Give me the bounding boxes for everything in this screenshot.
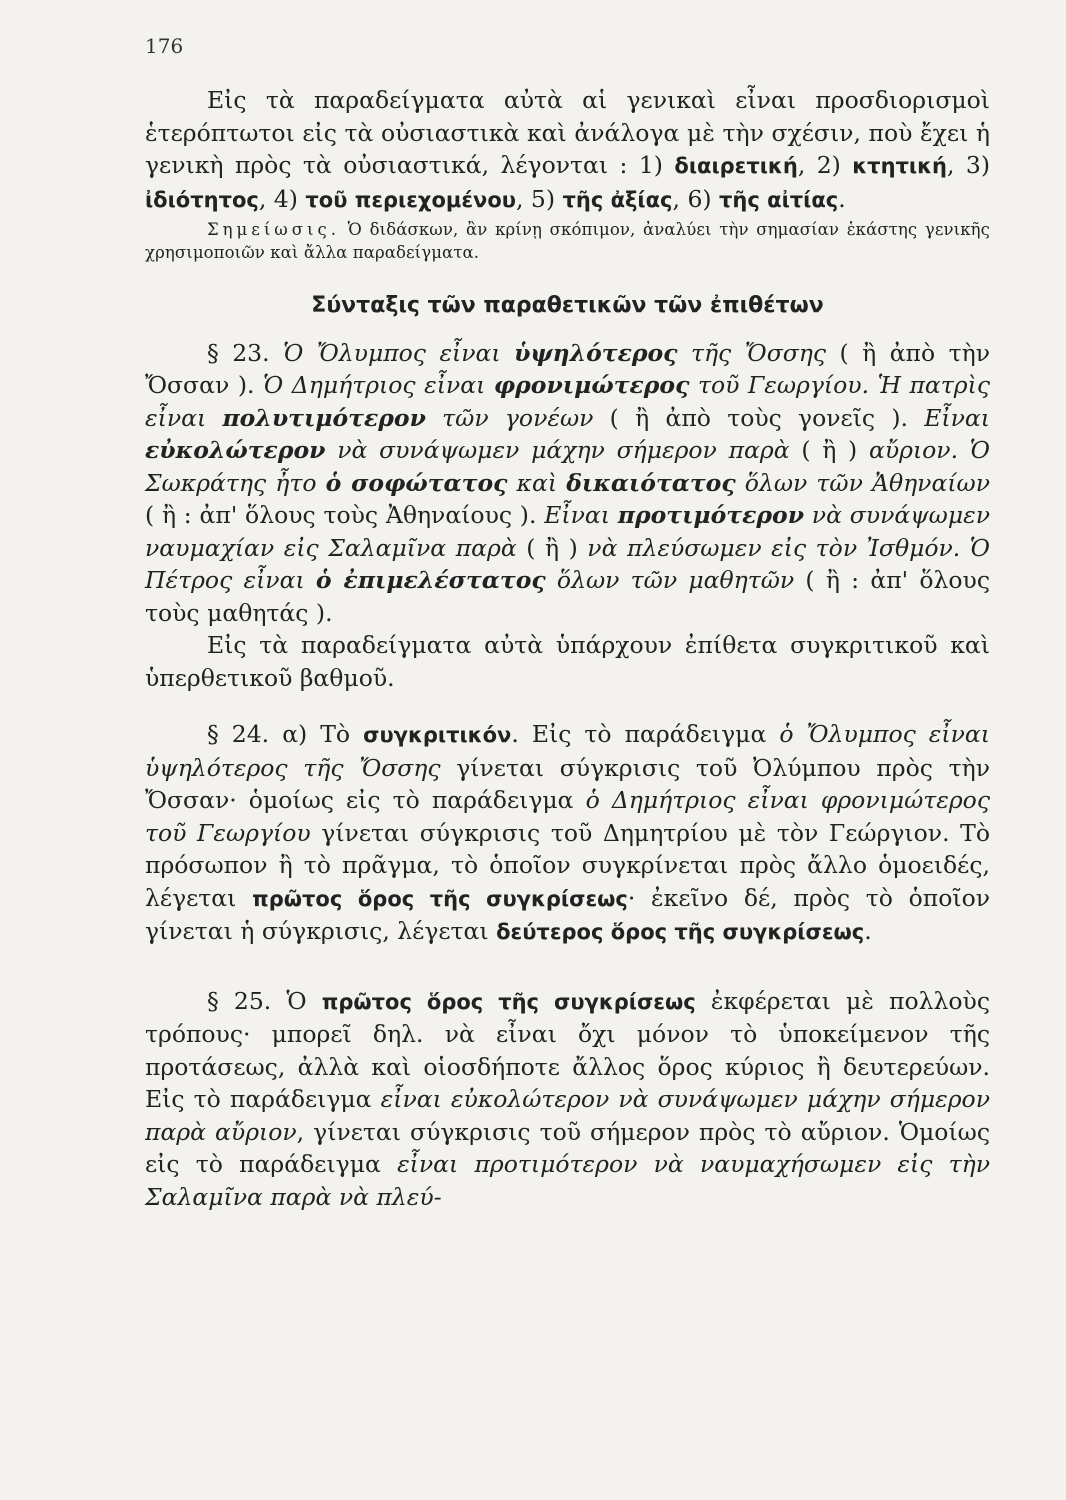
note-paragraph — [145, 218, 990, 264]
example-text: εἶναι εὐκολώτερον νὰ συνάψωμεν μάχην σήμερον παρὰ αὔριον — [145, 1085, 990, 1146]
example-text: νὰ συνάψωμεν ναυμαχίαν εἰς Σαλαμῖνα παρὰ — [145, 501, 990, 562]
emphasis: ὑψηλότερος — [514, 338, 678, 367]
text-run: , γίνεται σύγκρισις τοῦ σήμερον πρὸς τὸ αὔριον. Ὁμοίως εἰς τὸ παράδειγμα — [145, 1117, 990, 1178]
term-idiotitos: ἰδιότητος — [145, 187, 259, 212]
emphasis: δικαιότατος — [566, 468, 736, 497]
term-aitias: τῆς αἰτίας — [719, 187, 839, 212]
section-number: § 25. Ὁ — [207, 986, 322, 1015]
emphasis: πολυτιμότερον — [222, 403, 426, 432]
example-text: καὶ — [507, 468, 567, 497]
text-run: ἐκφέρεται μὲ πολλοὺς τρόπους· μπορεῖ δηλ. νὰ εἶναι ὄχι μόνον τὸ ὑποκείμενον τῆς προτάσεως, ἀλλὰ καὶ οἱοσδήποτε ἄλλος ὅρος κύριος ἢ δευτερεύων. Εἰς τὸ παράδειγμα — [145, 986, 990, 1113]
term-first-term: πρῶτος ὅρος τῆς συγκρίσεως — [321, 989, 696, 1014]
emphasis: ὁ ἐπιμελέστατος — [315, 566, 546, 594]
section-heading: Σύνταξις τῶν παραθετικῶν τῶν ἐπιθέτων — [311, 293, 824, 318]
example-text: Ὁ Δημήτριος εἶναι — [263, 371, 494, 399]
emphasis: φρονιμώτερος — [493, 371, 690, 399]
emphasis: εὐκολώτερον — [145, 436, 326, 464]
text-run: ( ἢ ) — [789, 436, 869, 464]
text-run: ( ἢ : ἀπ' ὅλους τοὺς μαθητάς ). — [145, 566, 990, 627]
example-text: τῶν γονέων — [425, 403, 594, 432]
text-run: , 3) — [946, 151, 990, 179]
text-run: γίνεται σύγκρισις τοῦ Ὀλύμπου πρὸς τὴν Ὄσσαν· ὁμοίως εἰς τὸ παράδειγμα — [145, 753, 990, 814]
emphasis: ὁ σοφώτατος — [325, 468, 508, 497]
text-run: . — [864, 917, 872, 945]
paragraph-genitive-types — [145, 84, 990, 216]
example-text: εἶναι προτιμότερον νὰ ναυμαχήσωμεν εἰς τὴν Σαλαμῖνα παρὰ νὰ πλεύ- — [145, 1150, 990, 1211]
text-run: ( ἢ : ἀπ' ὅλους τοὺς Ἀθηναίους ). — [145, 501, 545, 529]
section-23 — [145, 337, 990, 630]
text-run: ( ἢ ἀπὸ τοὺς γονεῖς ). — [593, 403, 925, 432]
example-text: ὁ Δημήτριος εἶναι φρονιμώτερος τοῦ Γεωργίου — [145, 786, 990, 847]
section-number: § 24. α) Τὸ — [207, 720, 364, 748]
term-diairetiki: διαιρετική — [674, 154, 798, 178]
term-ktitiki: κτητική — [852, 154, 947, 178]
example-text: Εἶναι — [544, 501, 618, 529]
section-24 — [145, 718, 990, 949]
example-text: Ὁ Ὄλυμπος εἶναι — [283, 338, 515, 367]
section-25 — [145, 985, 990, 1214]
example-text: τῆς Ὄσσης — [677, 338, 827, 367]
text-run: , 5) — [515, 184, 563, 213]
example-text: νὰ συνάψωμεν μάχην σήμερον παρὰ — [325, 436, 790, 464]
example-text: ὁ Ὄλυμπος εἶναι ὑψηλότερος τῆς Ὄσσης — [145, 720, 990, 782]
text-run: ( ἢ ἀπὸ τὴν Ὄσσαν ). — [145, 338, 990, 399]
example-text: νὰ πλεύσωμεν εἰς τὸν Ἰσθμόν. Ὁ Πέτρος εἶναι — [145, 533, 991, 594]
text-run: ( ἢ ) — [516, 533, 588, 562]
text-run: · ἐκεῖνο δέ, πρὸς τὸ ὁποῖον γίνεται ἡ σύγκρισις, λέγεται — [145, 883, 991, 945]
example-text: Εἶναι — [924, 403, 991, 432]
example-text: τοῦ Γεωργίου. Ἡ πατρὶς εἶναι — [145, 371, 990, 432]
example-text: ὅλων τῶν μαθητῶν — [545, 566, 795, 594]
example-text: ὅλων τῶν Ἀθηναίων — [735, 468, 990, 497]
text-run: . — [838, 184, 846, 213]
note-text: Ὁ διδάσκων, ἂν κρίνῃ σκόπιμον, ἀναλύει τὴν σημασίαν ἑκάστης γενικῆς χρησιμοποιῶν καὶ ἄλλα παραδείγματα. — [145, 220, 990, 262]
term-periexomenou: τοῦ περιεχομένου — [305, 187, 516, 212]
term-second-term: δεύτερος ὅρος τῆς συγκρίσεως — [496, 920, 865, 944]
example-text: αὔριον. Ὁ Σωκράτης ἦτο — [145, 436, 990, 497]
term-axias: τῆς ἀξίας — [562, 187, 673, 212]
text-run: . Εἰς τὸ παράδειγμα — [511, 720, 780, 748]
note-label: Σημείωσις. — [207, 220, 340, 239]
section-number: § 23. — [207, 338, 284, 367]
text-run: , 6) — [672, 184, 720, 213]
emphasis: προτιμότερον — [617, 501, 805, 529]
text-run: , 2) — [797, 151, 853, 179]
text-run: Εἰς τὰ παραδείγματα αὐτὰ αἱ γενικαὶ εἶναι προσδιορισμοὶ ἑτερόπτωτοι εἰς τὰ οὐσιαστικὰ καὶ ἀνάλογα μὲ τὴν σχέσιν, ποὺ ἔχει ἡ γενικὴ πρὸς τὰ οὐσιαστικά, λέγονται : 1) — [145, 86, 990, 179]
paragraph-degrees: Εἰς τὰ παραδείγματα αὐτὰ ὑπάρχουν ἐπίθετα συγκριτικοῦ καὶ ὑπερθετικοῦ βαθμοῦ. — [145, 631, 990, 692]
page-body — [145, 84, 990, 1213]
page-number: 176 — [145, 34, 184, 58]
term-synkritikon: συγκριτικόν — [363, 723, 512, 747]
text-run: , 4) — [258, 184, 306, 213]
term-first-term: πρῶτος ὅρος τῆς συγκρίσεως — [252, 886, 628, 911]
text-run: γίνεται σύγκρισις τοῦ Δημητρίου μὲ τὸν Γεώργιον. Τὸ πρόσωπον ἢ τὸ πρᾶγμα, τὸ ὁποῖον συγκρίνεται πρὸς ἄλλο ὁμοειδές, λέγεται — [145, 818, 990, 912]
